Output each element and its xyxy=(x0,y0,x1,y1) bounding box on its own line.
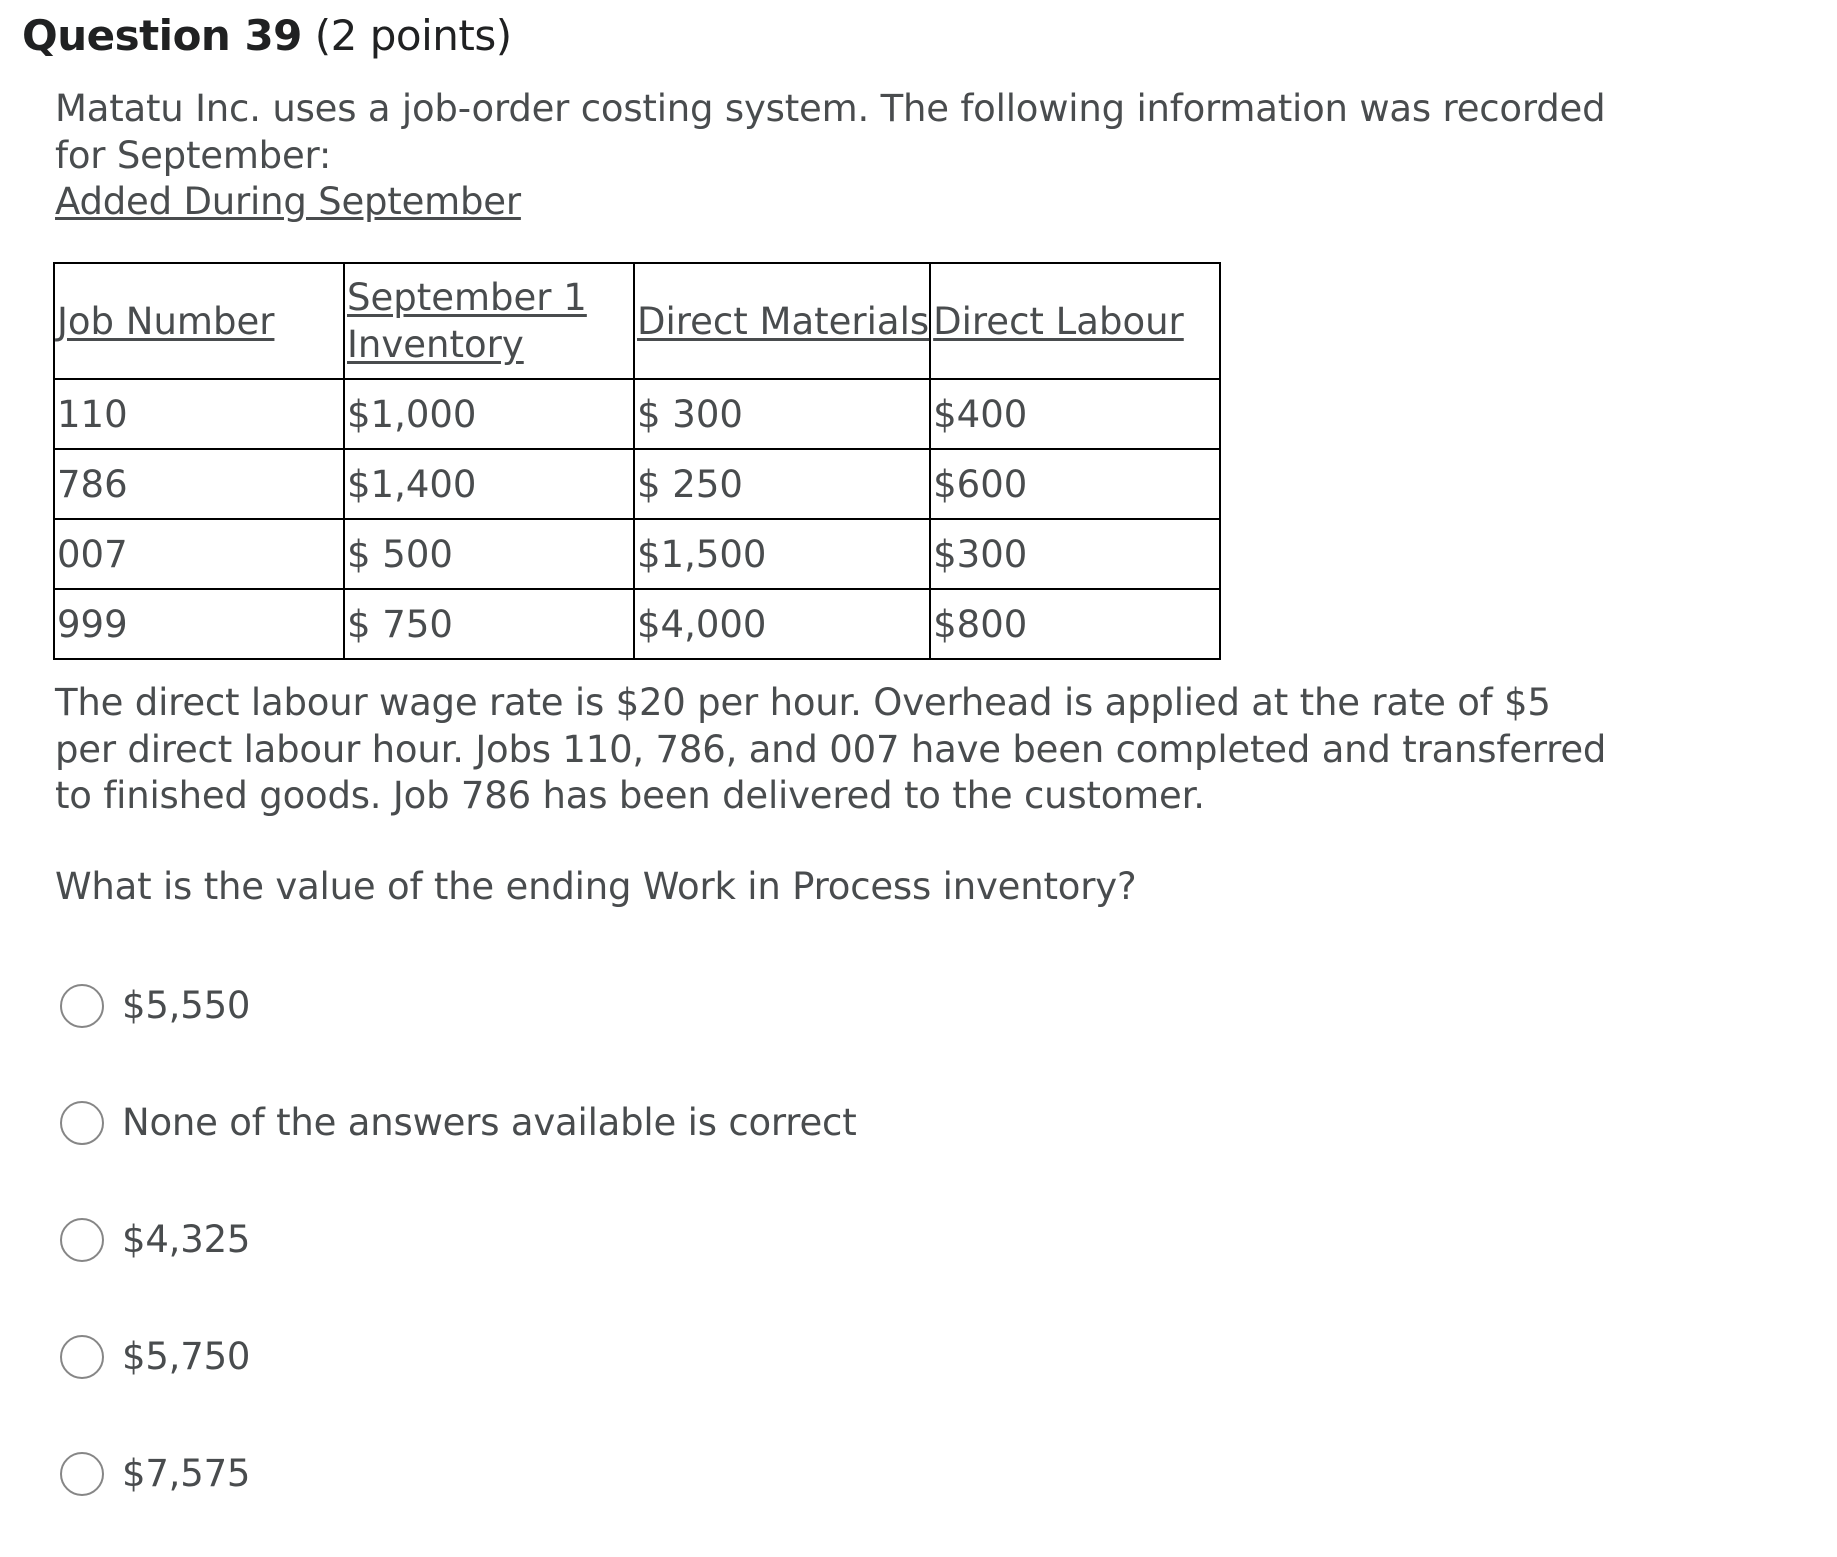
radio-button[interactable] xyxy=(60,1218,104,1262)
radio-button[interactable] xyxy=(60,984,104,1028)
radio-button[interactable] xyxy=(60,1452,104,1496)
question-header xyxy=(22,8,512,64)
table-cell: $1,400 xyxy=(344,449,634,519)
table-cell: $4,000 xyxy=(634,589,930,659)
table-row xyxy=(54,379,1220,449)
answer-label[interactable]: $5,550 xyxy=(122,984,251,1027)
header-line: Inventory xyxy=(347,323,524,366)
table-cell: $300 xyxy=(930,519,1220,589)
table-cell: $800 xyxy=(930,589,1220,659)
radio-button[interactable] xyxy=(60,1101,104,1145)
question-prompt: What is the value of the ending Work in Process inventory? xyxy=(55,865,1137,908)
table-row xyxy=(54,519,1220,589)
table-cell: 999 xyxy=(54,589,344,659)
question-intro xyxy=(55,86,1606,226)
column-header-september-inventory xyxy=(344,263,634,379)
table-cell: $ 300 xyxy=(634,379,930,449)
table-cell: $1,500 xyxy=(634,519,930,589)
details-line: per direct labour hour. Jobs 110, 786, and 007 have been completed and transferred xyxy=(55,727,1607,771)
question-title: Question 39 xyxy=(22,11,302,60)
answer-label[interactable]: $4,325 xyxy=(122,1218,251,1261)
job-cost-table xyxy=(53,262,1221,660)
column-header-direct-labour: Direct Labour xyxy=(930,263,1220,379)
answer-label[interactable]: $7,575 xyxy=(122,1452,251,1495)
table-caption: Added During September xyxy=(55,180,521,223)
answer-label[interactable]: $5,750 xyxy=(122,1335,251,1378)
details-line: The direct labour wage rate is $20 per hour. Overhead is applied at the rate of $5 xyxy=(55,681,1551,724)
details-line: to finished goods. Job 786 has been delivered to the customer. xyxy=(55,774,1205,817)
table-cell: 786 xyxy=(54,449,344,519)
header-line: September 1 xyxy=(347,276,587,319)
intro-line: Matatu Inc. uses a job-order costing system. The following information was recorded xyxy=(55,87,1606,130)
answer-label[interactable]: None of the answers available is correct xyxy=(122,1101,857,1144)
table-cell: $ 750 xyxy=(344,589,634,659)
table-cell: $ 250 xyxy=(634,449,930,519)
table-row xyxy=(54,589,1220,659)
table-row xyxy=(54,449,1220,519)
table-cell: 007 xyxy=(54,519,344,589)
table-cell: $ 500 xyxy=(344,519,634,589)
table-cell: 110 xyxy=(54,379,344,449)
table-cell: $1,000 xyxy=(344,379,634,449)
column-header-direct-materials: Direct Materials xyxy=(634,263,930,379)
radio-button[interactable] xyxy=(60,1335,104,1379)
question-details xyxy=(55,680,1607,820)
question-points: (2 points) xyxy=(314,11,512,60)
table-cell: $400 xyxy=(930,379,1220,449)
intro-line: for September: xyxy=(55,133,332,177)
column-header-job-number: Job Number xyxy=(54,263,344,379)
table-header-row xyxy=(54,263,1220,379)
table-cell: $600 xyxy=(930,449,1220,519)
